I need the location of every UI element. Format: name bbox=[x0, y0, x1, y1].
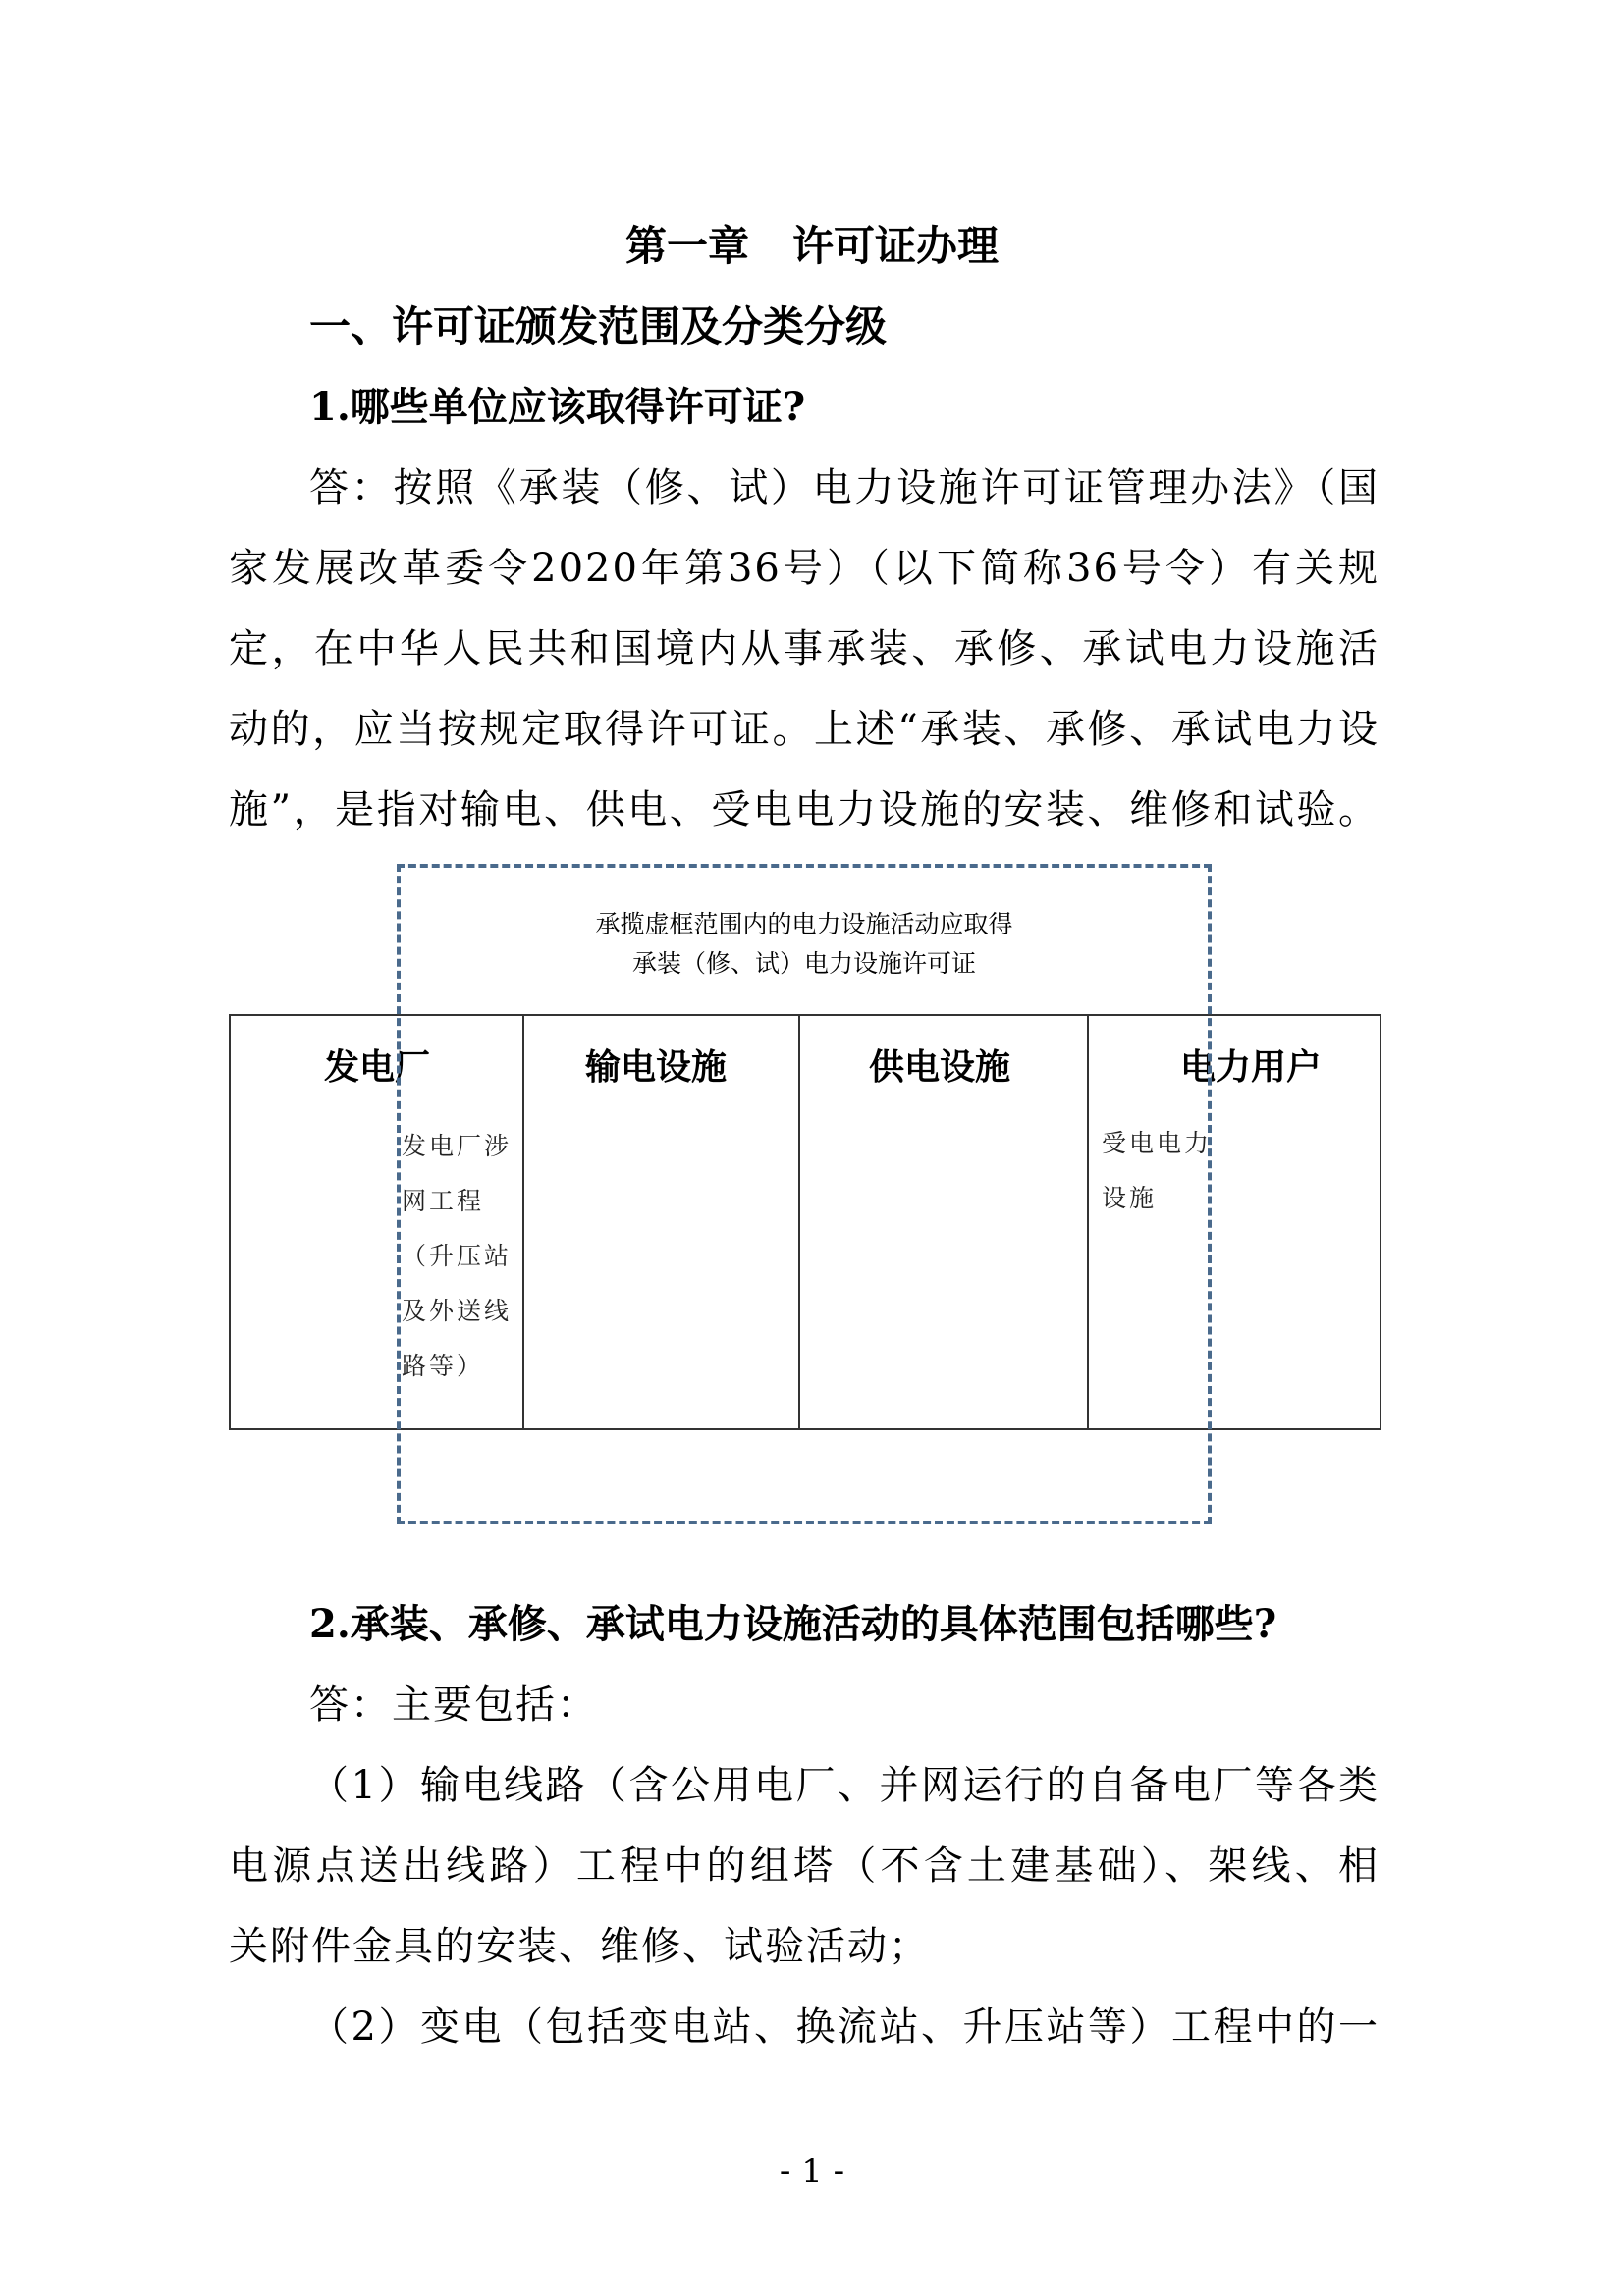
page-number: - 1 - bbox=[779, 2152, 845, 2191]
answer-1-line: 施”，是指对输电、供电、受电电力设施的安装、维修和试验。 bbox=[229, 787, 1380, 832]
answer-1-line: 定，在中华人民共和国境内从事承装、承修、承试电力设施活 bbox=[229, 626, 1380, 671]
column-header: 输电设施 bbox=[585, 1047, 728, 1088]
question-2: 2.承装、承修、承试电力设施活动的具体范围包括哪些? bbox=[309, 1601, 1277, 1647]
answer-1-line: 答：按照《承装（修、试）电力设施许可证管理办法》（国 bbox=[309, 465, 1380, 510]
answer-2-item-line: 电源点送出线路）工程中的组塔（不含土建基础）、架线、相 bbox=[229, 1843, 1380, 1889]
column-transmission bbox=[524, 1016, 800, 1428]
chapter-title bbox=[0, 222, 1624, 271]
answer-1-line: 家发展改革委令2020年第36号）（以下简称36号令）有关规 bbox=[229, 546, 1380, 591]
column-supply bbox=[800, 1016, 1089, 1428]
column-header: 发电厂 bbox=[324, 1047, 431, 1088]
column-header: 电力用户 bbox=[1180, 1047, 1323, 1088]
diagram-caption bbox=[397, 905, 1212, 984]
diagram-caption-line-1: 承揽虚框范围内的电力设施活动应取得 bbox=[595, 910, 1013, 938]
answer-2-intro: 答：主要包括： bbox=[309, 1682, 598, 1728]
question-1: 1.哪些单位应该取得许可证? bbox=[309, 384, 806, 430]
chapter-name: 许可证办理 bbox=[792, 222, 1000, 270]
column-power-user bbox=[1089, 1016, 1380, 1428]
column-note: 受电电力 设施 bbox=[1102, 1129, 1213, 1212]
chapter-number: 第一章 bbox=[624, 222, 749, 270]
answer-2-item-line: （2）变电（包括变电站、换流站、升压站等）工程中的一 bbox=[309, 2004, 1380, 2050]
answer-2-item-line: 关附件金具的安装、维修、试验活动； bbox=[229, 1924, 930, 1969]
diagram-caption-line-2: 承装（修、试）电力设施许可证 bbox=[631, 949, 976, 978]
column-header: 供电设施 bbox=[869, 1047, 1011, 1088]
power-chain-table bbox=[229, 1014, 1381, 1430]
section-heading: 一、许可证颁发范围及分类分级 bbox=[309, 302, 888, 350]
column-note: 发电厂涉 网工程 （升压站 及外送线 路等） bbox=[402, 1132, 513, 1380]
answer-2-item-line: （1）输电线路（含公用电厂、并网运行的自备电厂等各类 bbox=[309, 1763, 1380, 1808]
column-power-plant bbox=[231, 1016, 524, 1428]
answer-1-line: 动的，应当按规定取得许可证。上述“承装、承修、承试电力设 bbox=[229, 707, 1380, 752]
